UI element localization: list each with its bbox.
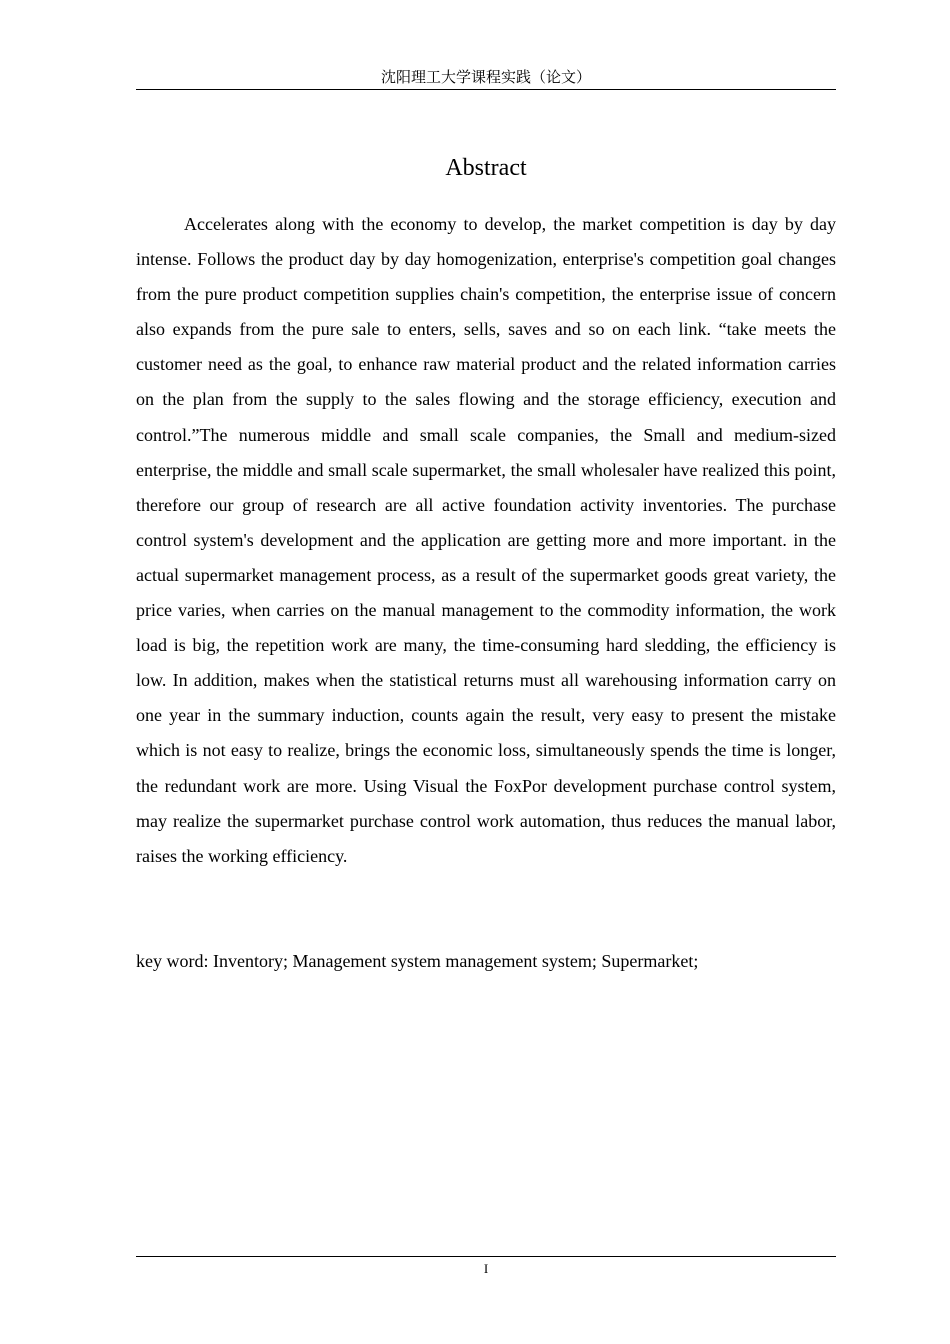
footer-divider: [136, 1256, 836, 1257]
running-title: 沈阳理工大学课程实践（论文）: [380, 68, 591, 86]
abstract-title: Abstract: [445, 155, 527, 181]
abstract-body: Accelerates along with the economy to develop, the market competition is day by day intense. Follows the product day by day homogenization, enterprise's competition goal changes from the pure product competition supplies chain's competition, the enterprise issue of concern also expands from the pure sale to enters, sells, saves and so on each link. “take meets the customer need as the goal, to enhance raw material product and the related information carries on the plan from the supply to the sales flowing and the storage efficiency, execution and control.”The numerous middle and small scale companies, the Small and medium-sized enterprise, the middle and small scale supermarket, the small wholesaler have realized this point, therefore our group of research are all active foundation activity inventories. The purchase control system's development and the application are getting more and more important. in the actual supermarket management process, as a result of the supermarket goods great variety, the price varies, when carries on the manual management to the commodity information, the work load is big, the repetition work are many, the time-consuming hard sledding, the efficiency is low. In addition, makes when the statistical returns must all warehousing information carry on one year in the summary induction, counts again the result, very easy to present the mistake which is not easy to realize, brings the economic loss, simultaneously spends the time is longer, the redundant work are more. Using Visual the FoxPor development purchase control system, may realize the supermarket purchase control work automation, thus reduces the manual labor, raises the working efficiency.: [136, 214, 836, 866]
page-header: [136, 66, 836, 90]
keywords-line: key word: Inventory; Management system management system; Supermarket;: [136, 951, 699, 971]
page-number: I: [483, 1261, 489, 1276]
